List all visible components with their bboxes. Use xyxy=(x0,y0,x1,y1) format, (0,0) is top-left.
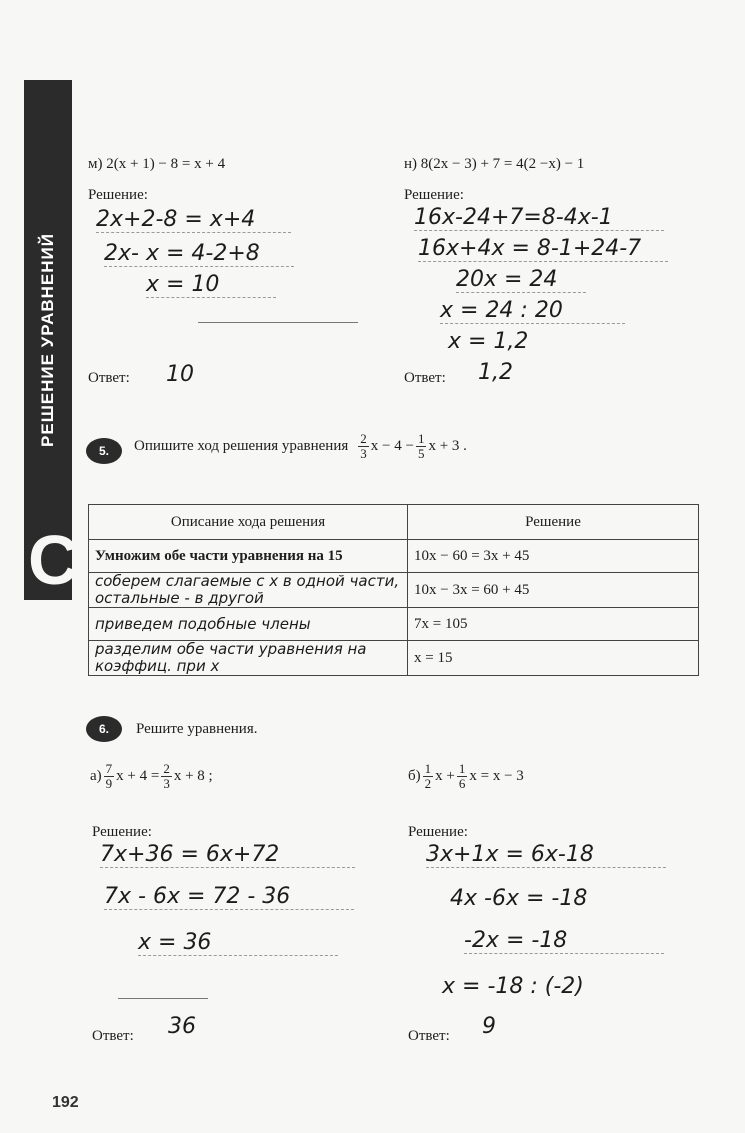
table-row xyxy=(89,573,699,608)
table-row xyxy=(89,540,699,573)
task-n-step-4: x = 24 : 20 xyxy=(440,298,625,324)
equation-part: x = x − 3 xyxy=(469,768,524,784)
section-letter: С xyxy=(28,521,79,599)
column-header-solution: Решение xyxy=(408,505,699,540)
fraction-numerator: 7 xyxy=(105,761,113,776)
section-sidebar xyxy=(24,80,79,600)
answer-line xyxy=(198,322,358,323)
solution-cell: 10x − 60 = 3x + 45 xyxy=(408,540,699,573)
equation-part: x + 4 = xyxy=(116,768,160,784)
fraction xyxy=(104,762,115,791)
answer-line xyxy=(118,998,208,999)
task-m-answer-label: Ответ: xyxy=(88,370,130,386)
equation-part: x − 4 − xyxy=(370,438,414,454)
task-6b-step-1: 3x+1x = 6x-18 xyxy=(426,842,666,868)
task-6a-equation xyxy=(90,762,213,791)
task-6a-answer: 36 xyxy=(168,1014,196,1039)
task-m-step-3: x = 10 xyxy=(146,272,276,298)
task-n-equation: н) 8(2x − 3) + 7 = 4(2 −x) − 1 xyxy=(404,156,585,172)
task-6a-solution-label: Решение: xyxy=(92,824,152,840)
description-cell: Умножим обе части уравнения на 15 xyxy=(89,540,408,573)
handwritten-description: приведем подобные члены xyxy=(95,614,311,633)
fraction-numerator: 1 xyxy=(417,431,425,446)
task-6a-step-1: 7x+36 = 6x+72 xyxy=(100,842,355,868)
task-5-badge: 5. xyxy=(86,438,122,464)
description-cell xyxy=(89,641,408,676)
equation-part: x + xyxy=(435,768,455,784)
table-row xyxy=(89,608,699,641)
fraction xyxy=(457,762,468,791)
task-n-step-1: 16x-24+7=8-4x-1 xyxy=(414,205,664,231)
fraction-denominator: 6 xyxy=(458,776,466,791)
fraction-numerator: 2 xyxy=(163,761,170,776)
fraction xyxy=(416,432,427,461)
fraction xyxy=(358,432,369,461)
task-n-step-3: 20x = 24 xyxy=(456,267,586,293)
solution-cell: x = 15 xyxy=(408,641,699,676)
table-row xyxy=(89,641,699,676)
task-6b-solution-label: Решение: xyxy=(408,824,468,840)
task-6-badge: 6. xyxy=(86,716,122,742)
item-prefix: б) xyxy=(408,768,421,784)
fraction-denominator: 9 xyxy=(105,776,113,791)
equation-part: x + 8 ; xyxy=(173,768,213,784)
task-6b-answer: 9 xyxy=(482,1014,496,1039)
solution-cell: 7x = 105 xyxy=(408,608,699,641)
description-cell xyxy=(89,608,408,641)
task-m-solution-label: Решение: xyxy=(88,187,148,203)
section-title: РЕШЕНИЕ УРАВНЕНИЙ xyxy=(38,233,57,447)
fraction-denominator: 3 xyxy=(360,446,367,461)
task-5-prompt-text: Опишите ход решения уравнения xyxy=(134,438,349,454)
task-n-step-5: x = 1,2 xyxy=(448,329,529,354)
task-m-step-1: 2x+2-8 = x+4 xyxy=(96,207,291,233)
fraction xyxy=(423,762,434,791)
task-6a-step-3: x = 36 xyxy=(138,930,338,956)
task-n-answer: 1,2 xyxy=(478,360,513,385)
task-n-solution-label: Решение: xyxy=(404,187,464,203)
task-6a-answer-label: Ответ: xyxy=(92,1028,134,1044)
fraction xyxy=(161,762,172,791)
task-m-step-2: 2x- x = 4-2+8 xyxy=(104,241,294,267)
task-n-answer-label: Ответ: xyxy=(404,370,446,386)
task-n-step-2: 16x+4x = 8-1+24-7 xyxy=(418,236,668,262)
equation-part: x + 3 . xyxy=(428,438,467,454)
solution-steps-table xyxy=(88,504,699,676)
task-5-prompt xyxy=(134,432,467,461)
task-6b-equation xyxy=(408,762,524,791)
item-prefix: а) xyxy=(90,768,102,784)
task-6b-answer-label: Ответ: xyxy=(408,1028,450,1044)
handwritten-description: разделим обе части уравнения на коэффиц. при x xyxy=(95,640,367,675)
task-6b-step-2: 4x -6x = -18 xyxy=(450,886,588,911)
task-6b-step-3: -2x = -18 xyxy=(464,928,664,954)
task-6-prompt: Решите уравнения. xyxy=(136,721,258,737)
fraction-numerator: 1 xyxy=(424,761,432,776)
fraction-denominator: 5 xyxy=(417,446,425,461)
table-header-row xyxy=(89,505,699,540)
fraction-denominator: 2 xyxy=(424,776,432,791)
task-6b-step-4: x = -18 : (-2) xyxy=(442,974,584,999)
fraction-denominator: 3 xyxy=(163,776,170,791)
fraction-numerator: 2 xyxy=(360,431,367,446)
fraction-numerator: 1 xyxy=(458,761,466,776)
solution-cell: 10x − 3x = 60 + 45 xyxy=(408,573,699,608)
task-m-equation: м) 2(x + 1) − 8 = x + 4 xyxy=(88,156,226,172)
page-number: 192 xyxy=(52,1094,79,1111)
task-m-answer: 10 xyxy=(166,362,194,387)
task-6a-step-2: 7x - 6x = 72 - 36 xyxy=(104,884,354,910)
description-cell xyxy=(89,573,408,608)
handwritten-description: соберем слагаемые с x в одной части, остальные - в другой xyxy=(95,572,400,607)
column-header-description: Описание хода решения xyxy=(89,505,408,540)
